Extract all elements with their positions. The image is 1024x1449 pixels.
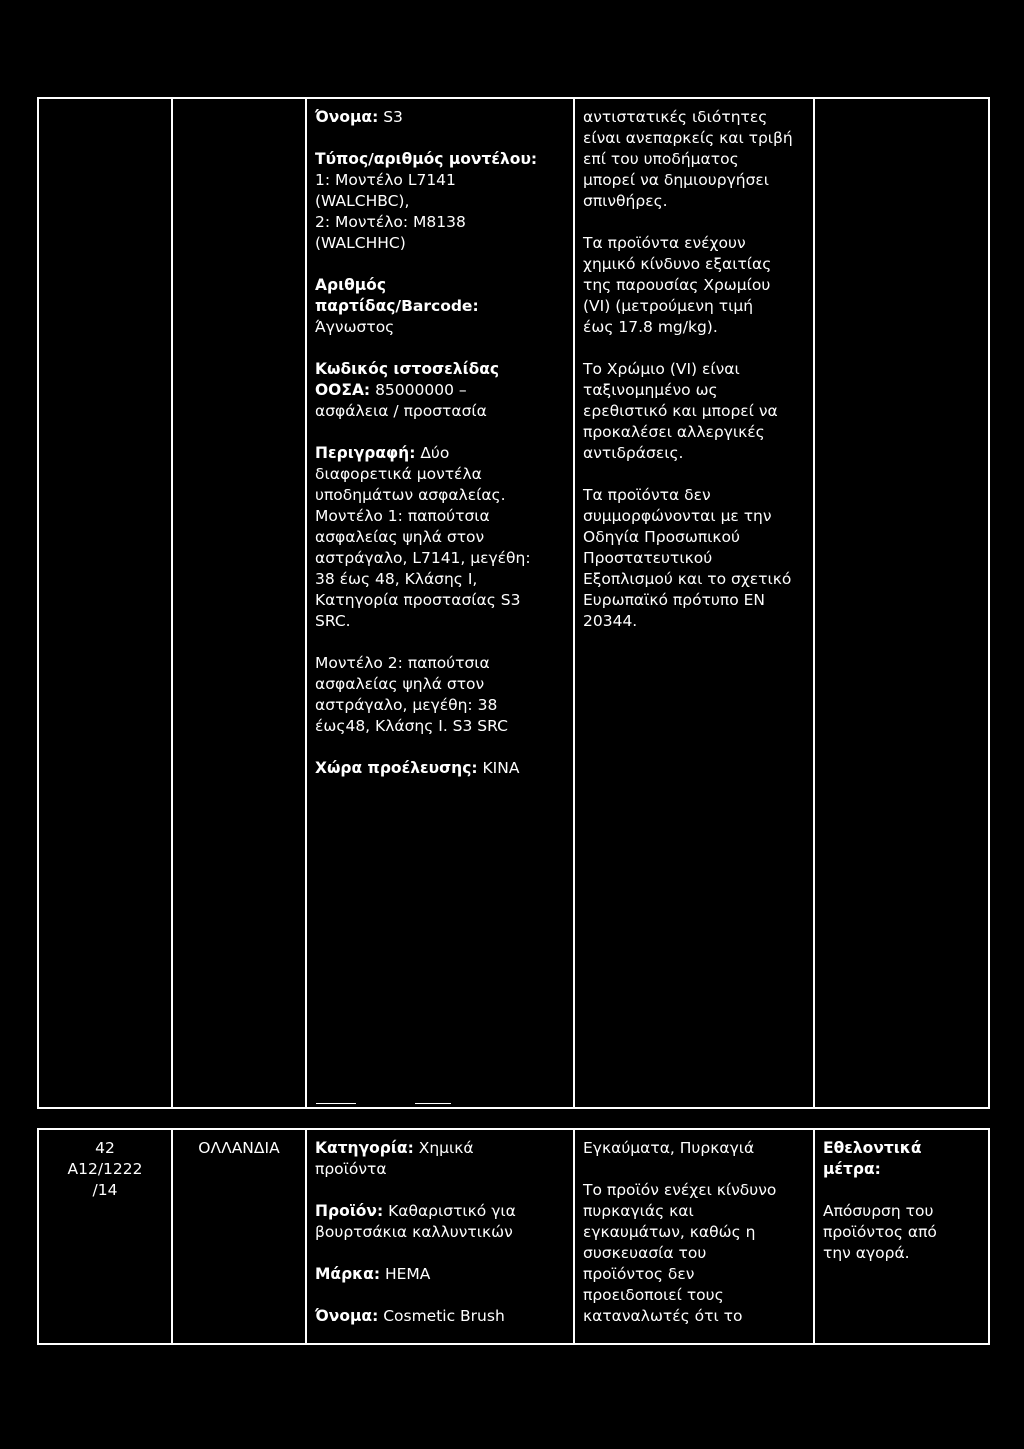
risk-line: πυρκαγιάς και <box>583 1202 694 1220</box>
measures-label: Εθελοντικά <box>823 1139 922 1157</box>
product-value: Καθαριστικό για <box>383 1202 516 1220</box>
risk-line: της παρουσίας Χρωμίου <box>583 276 771 294</box>
name-label: Όνομα: <box>315 1307 379 1325</box>
origin-value: ΚΙΝΑ <box>477 759 520 777</box>
risk-line: είναι ανεπαρκείς και τριβή <box>583 129 793 147</box>
risk-line: Τα προϊόντα ενέχουν <box>583 234 746 252</box>
risk-line: σπινθήρες. <box>583 192 668 210</box>
risk-line: Τα προϊόντα δεν <box>583 486 711 504</box>
risk-line: Το προϊόν ενέχει κίνδυνο <box>583 1181 777 1199</box>
description-text: Δύο <box>415 444 450 462</box>
cell-product <box>306 1129 574 1344</box>
description-line: υποδημάτων ασφαλείας. <box>315 486 506 504</box>
description-line: SRC. <box>315 612 351 630</box>
risk-line: 20344. <box>583 612 638 630</box>
notification-number: 42 <box>95 1139 115 1157</box>
brand-value: HEMA <box>380 1265 431 1283</box>
risk-line: επί του υποδήματος <box>583 150 739 168</box>
notification-reference: /14 <box>92 1181 118 1199</box>
risk-line: συσκευασία του <box>583 1244 707 1262</box>
model2-line: αστράγαλο, μεγέθη: 38 <box>315 696 498 714</box>
risk-line: χημικό κίνδυνο εξαιτίας <box>583 255 772 273</box>
notification-table-upper <box>37 97 990 1109</box>
oecd-value: ασφάλεια / προστασία <box>315 402 487 420</box>
cell-product <box>306 98 574 1108</box>
risk-title: Εγκαύματα, Πυρκαγιά <box>583 1139 755 1157</box>
separator-rule <box>316 1103 356 1104</box>
risk-line: ερεθιστικό και μπορεί να <box>583 402 778 420</box>
cell-measures <box>814 1129 989 1344</box>
risk-line: έως 17.8 mg/kg). <box>583 318 718 336</box>
name-value: Cosmetic Brush <box>378 1307 505 1325</box>
description-line: 38 έως 48, Κλάσης I, <box>315 570 478 588</box>
risk-line: Ευρωπαϊκό πρότυπο EN <box>583 591 766 609</box>
description-line: Μοντέλο 1: παπούτσια <box>315 507 490 525</box>
product-value: βουρτσάκια καλλυντικών <box>315 1223 513 1241</box>
model2-line: έως48, Κλάσης I. S3 SRC <box>315 717 508 735</box>
model-label: Τύπος/αριθμός μοντέλου: <box>315 150 538 168</box>
measures-line: προϊόντος από <box>823 1223 937 1241</box>
description-line: ασφαλείας ψηλά στον <box>315 528 485 546</box>
name-label: Όνομα: <box>315 108 379 126</box>
measures-label: μέτρα: <box>823 1160 881 1178</box>
risk-line: αντιστατικές ιδιότητες <box>583 108 768 126</box>
cell-risk <box>574 98 814 1108</box>
risk-line: ταξινομημένο ως <box>583 381 718 399</box>
notifying-country: ΟΛΛΑΝΔΙΑ <box>198 1139 280 1157</box>
risk-line: (VI) (μετρούμενη τιμή <box>583 297 754 315</box>
name-value: S3 <box>378 108 403 126</box>
measures-line: την αγορά. <box>823 1244 910 1262</box>
batch-label: Αριθμός <box>315 276 387 294</box>
risk-line: προκαλέσει αλλεργικές <box>583 423 765 441</box>
oecd-label: Κωδικός ιστοσελίδας <box>315 360 500 378</box>
category-label: Κατηγορία: <box>315 1139 414 1157</box>
model-line: 1: Μοντέλο L7141 <box>315 171 456 189</box>
risk-line: αντιδράσεις. <box>583 444 684 462</box>
risk-line: καταναλωτές ότι το <box>583 1307 743 1325</box>
brand-label: Μάρκα: <box>315 1265 381 1283</box>
cell-country <box>172 98 306 1108</box>
model2-line: ασφαλείας ψηλά στον <box>315 675 485 693</box>
risk-line: προειδοποιεί τους <box>583 1286 724 1304</box>
cell-measures <box>814 98 989 1108</box>
description-label: Περιγραφή: <box>315 444 416 462</box>
notification-reference: A12/1222 <box>67 1160 143 1178</box>
risk-line: Προστατευτικού <box>583 549 713 567</box>
model-line: (WALCHHC) <box>315 234 406 252</box>
risk-line: Το Χρώμιο (VI) είναι <box>583 360 740 378</box>
risk-line: προϊόντος δεν <box>583 1265 695 1283</box>
oecd-label: ΟΟΣΑ: <box>315 381 371 399</box>
category-value: προϊόντα <box>315 1160 387 1178</box>
product-label: Προϊόν: <box>315 1202 384 1220</box>
notification-table-lower <box>37 1128 990 1345</box>
oecd-value: 85000000 – <box>370 381 467 399</box>
cell-risk <box>574 1129 814 1344</box>
category-value: Χημικά <box>413 1139 474 1157</box>
measures-line: Απόσυρση του <box>823 1202 934 1220</box>
batch-value: Άγνωστος <box>315 318 395 336</box>
model-line: 2: Μοντέλο: M8138 <box>315 213 466 231</box>
model2-line: Μοντέλο 2: παπούτσια <box>315 654 490 672</box>
origin-label: Χώρα προέλευσης: <box>315 759 478 777</box>
description-line: διαφορετικά μοντέλα <box>315 465 482 483</box>
model-line: (WALCHBC), <box>315 192 410 210</box>
risk-line: Οδηγία Προσωπικού <box>583 528 741 546</box>
description-line: Κατηγορία προστασίας S3 <box>315 591 521 609</box>
batch-label: παρτίδας/Barcode: <box>315 297 479 315</box>
cell-country <box>172 1129 306 1344</box>
cell-number <box>38 98 172 1108</box>
risk-line: συμμορφώνονται με την <box>583 507 772 525</box>
cell-number <box>38 1129 172 1344</box>
risk-line: μπορεί να δημιουργήσει <box>583 171 770 189</box>
description-line: αστράγαλο, L7141, μεγέθη: <box>315 549 531 567</box>
risk-line: εγκαυμάτων, καθώς η <box>583 1223 756 1241</box>
risk-line: Εξοπλισμού και το σχετικό <box>583 570 792 588</box>
separator-rule <box>415 1103 451 1104</box>
